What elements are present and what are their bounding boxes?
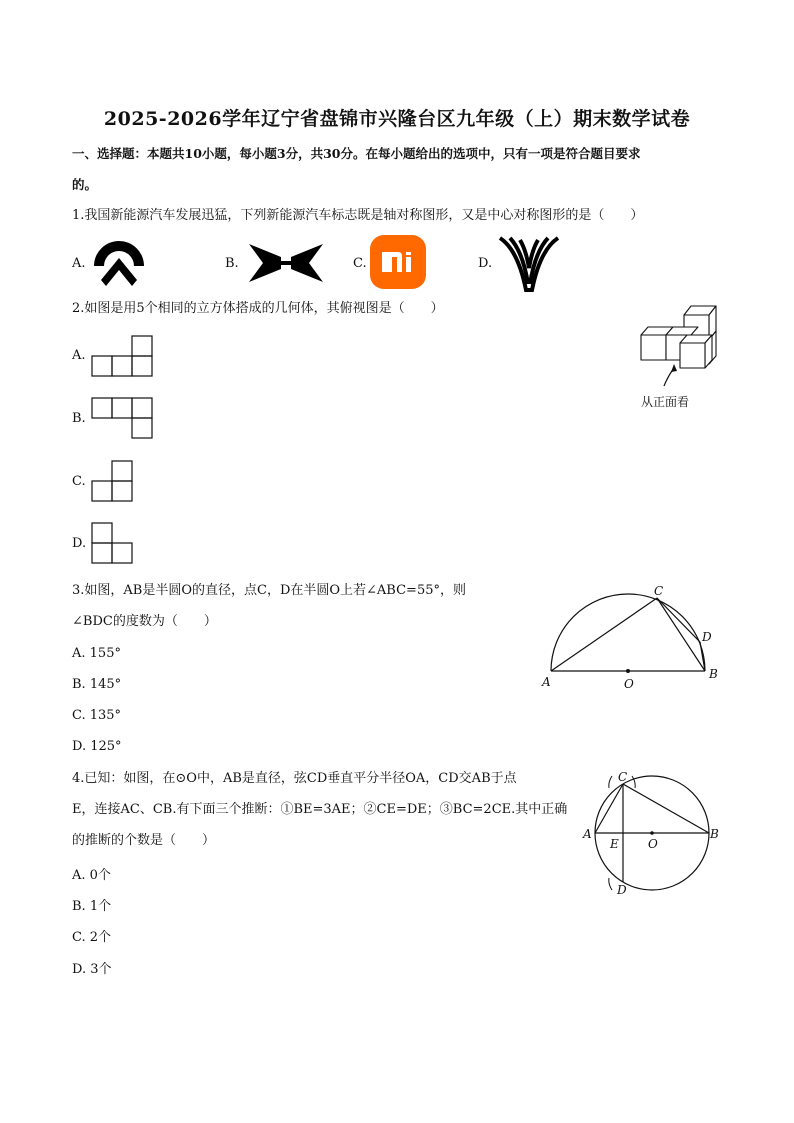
q4-label-o: O: [648, 837, 658, 851]
q4-option-d: D. 3个: [72, 962, 112, 977]
q4-stem-line3: 的推断的个数是（ ）: [72, 833, 216, 848]
q1-stem: 1.我国新能源汽车发展迅猛，下列新能源汽车标志既是轴对称图形，又是中心对称图形的是（ ）: [72, 208, 644, 223]
q3-label-d: D: [702, 630, 712, 644]
logo-a-image: [88, 234, 150, 290]
q2-figure-caption: 从正面看: [641, 395, 690, 409]
q2-option-c-label: C.: [72, 474, 86, 489]
section-heading: 一、选择题：本题共10小题，每小题3分，共30分。在每小题给出的选项中，只有一项是符合题目要求: [72, 146, 641, 161]
logo-b-image: [245, 240, 327, 286]
q2-option-b-figure: [91, 397, 155, 439]
q2-stem: 2.如图是用5个相同的立方体搭成的几何体，其俯视图是（ ）: [72, 301, 444, 316]
section-heading-cont: 的。: [72, 177, 98, 192]
mi-glyph-icon: [370, 235, 426, 289]
q1-option-c-label: C.: [353, 256, 367, 271]
q3-option-a: A. 155°: [72, 646, 121, 661]
q3-stem-line1: 3.如图，AB是半圆O的直径，点C，D在半圆O上若∠ABC=55°，则: [72, 583, 466, 598]
q4-stem-line2: E，连接AC、CB.有下面三个推断：①BE=3AE；②CE=DE；③BC=2CE.其中正确: [72, 802, 568, 817]
logo-c-image: [370, 235, 426, 289]
q3-label-a: A: [542, 675, 551, 689]
q1-option-b-label: B.: [225, 256, 239, 271]
paper-title: 2025-2026学年辽宁省盘锦市兴隆台区九年级（上）期末数学试卷: [103, 108, 691, 130]
q1-option-d-label: D.: [478, 256, 493, 271]
q1-option-a-label: A.: [72, 256, 86, 271]
q3-option-c: C. 135°: [72, 708, 122, 723]
q4-option-b: B. 1个: [72, 899, 112, 914]
q2-option-c-figure: [91, 460, 135, 502]
q4-label-a: A: [583, 827, 592, 841]
q2-cube-stack-figure: [636, 302, 726, 386]
q4-label-c: C: [618, 770, 628, 784]
q2-option-a-label: A.: [72, 348, 86, 363]
q4-circle-figure: [578, 768, 728, 898]
q3-label-b: B: [709, 667, 718, 681]
q2-option-b-label: B.: [72, 411, 86, 426]
q2-option-a-figure: [91, 336, 155, 378]
q2-option-d-figure: [91, 522, 135, 564]
q3-label-o: O: [624, 677, 634, 691]
q3-stem-line2: ∠BDC的度数为（ ）: [72, 614, 217, 629]
q4-label-e: E: [610, 837, 619, 851]
q3-option-b: B. 145°: [72, 677, 122, 692]
q3-label-c: C: [654, 584, 664, 598]
q4-label-d: D: [617, 883, 627, 897]
q4-option-a: A. 0个: [72, 868, 111, 883]
q2-option-d-label: D.: [72, 536, 87, 551]
q4-label-b: B: [710, 827, 719, 841]
q3-option-d: D. 125°: [72, 739, 122, 754]
q4-stem-line1: 4.已知：如图，在⊙O中，AB是直径，弦CD垂直平分半径OA，CD交AB于点: [72, 771, 517, 786]
q4-option-c: C. 2个: [72, 930, 112, 945]
logo-d-image: [496, 234, 562, 292]
q3-semicircle-figure: [538, 582, 728, 692]
